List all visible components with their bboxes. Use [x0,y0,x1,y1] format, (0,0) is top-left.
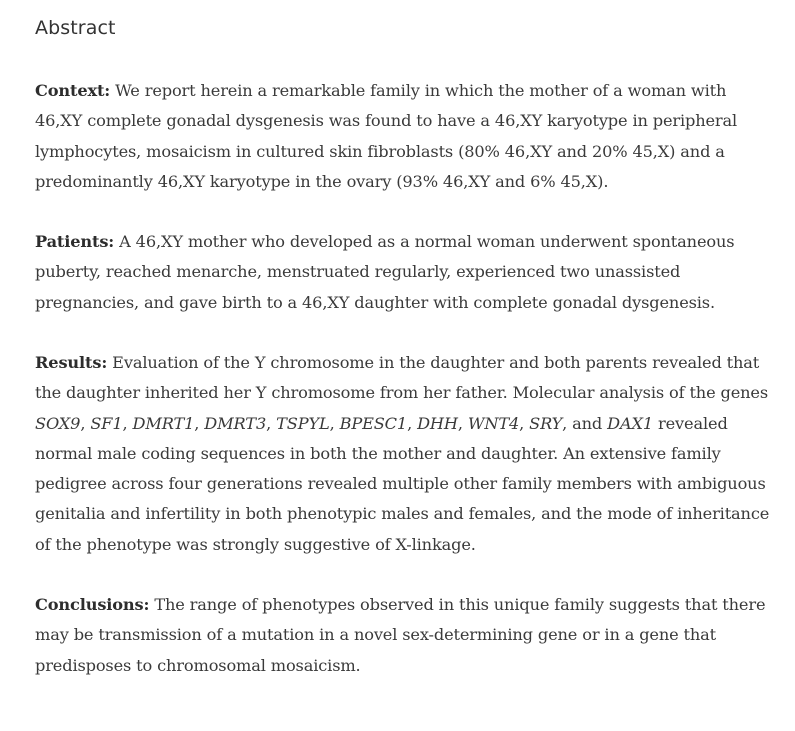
context-text: We report herein a remarkable family in which the mother of a woman with 46,XY complete gonadal dysgenesis was found to have a 46,XY karyotype in peripheral lymphocytes, mosaicism in cultured skin fibroblasts (80% 46,XY and 20% 45,X) and a predominantly 46,XY karyotype in the ovary (93% 46,XY and 6% 45,X). [35,81,738,191]
gene-name: DMRT3 [204,413,267,433]
gene-conjunction: , and [562,413,608,433]
patients-paragraph [35,227,775,318]
gene-separator: , [194,413,205,433]
gene-name: DMRT1 [132,413,195,433]
gene-name: BPESC1 [339,413,408,433]
results-paragraph [35,348,775,560]
gene-separator: , [519,413,530,433]
results-label: Results: [35,353,108,372]
gene-name: DAX1 [607,413,654,433]
gene-name: WNT4 [467,413,520,433]
conclusions-text: The range of phenotypes observed in this unique family suggests that there may be transmission of a mutation in a novel sex-determining gene or in a gene that predisposes to chromosomal mosaicism. [35,595,766,675]
gene-separator: , [457,413,468,433]
gene-separator: , [80,413,91,433]
gene-separator: , [407,413,418,433]
results-text-intro: Evaluation of the Y chromosome in the daughter and both parents revealed that the daughter inherited her Y chromosome from her father. Molecular analysis of the genes [35,353,769,403]
gene-separator: , [266,413,277,433]
patients-text: A 46,XY mother who developed as a normal woman underwent spontaneous puberty, reached menarche, menstruated regularly, experienced two unassisted pregnancies, and gave birth to a 46,XY daughter with complete gonadal dysgenesis. [35,232,735,312]
gene-name: SRY [529,413,563,433]
gene-separator: , [329,413,340,433]
gene-name: TSPYL [276,413,330,433]
context-label: Context: [35,81,111,100]
conclusions-label: Conclusions: [35,595,150,614]
abstract-heading: Abstract [35,17,116,39]
results-text-outro: revealed normal male coding sequences in both the mother and daughter. An extensive family pedigree across four generations revealed multiple other family members with ambiguous genitalia and infertility in both phenotypic males and females, and the mode of inheritance of the phenotype was strongly suggestive of X-linkage. [35,413,770,554]
conclusions-paragraph [35,590,775,681]
context-paragraph [35,76,775,197]
gene-separator: , [122,413,133,433]
gene-name: DHH [417,413,458,433]
patients-label: Patients: [35,232,115,251]
gene-name: SOX9 [35,413,81,433]
gene-name: SF1 [90,413,123,433]
